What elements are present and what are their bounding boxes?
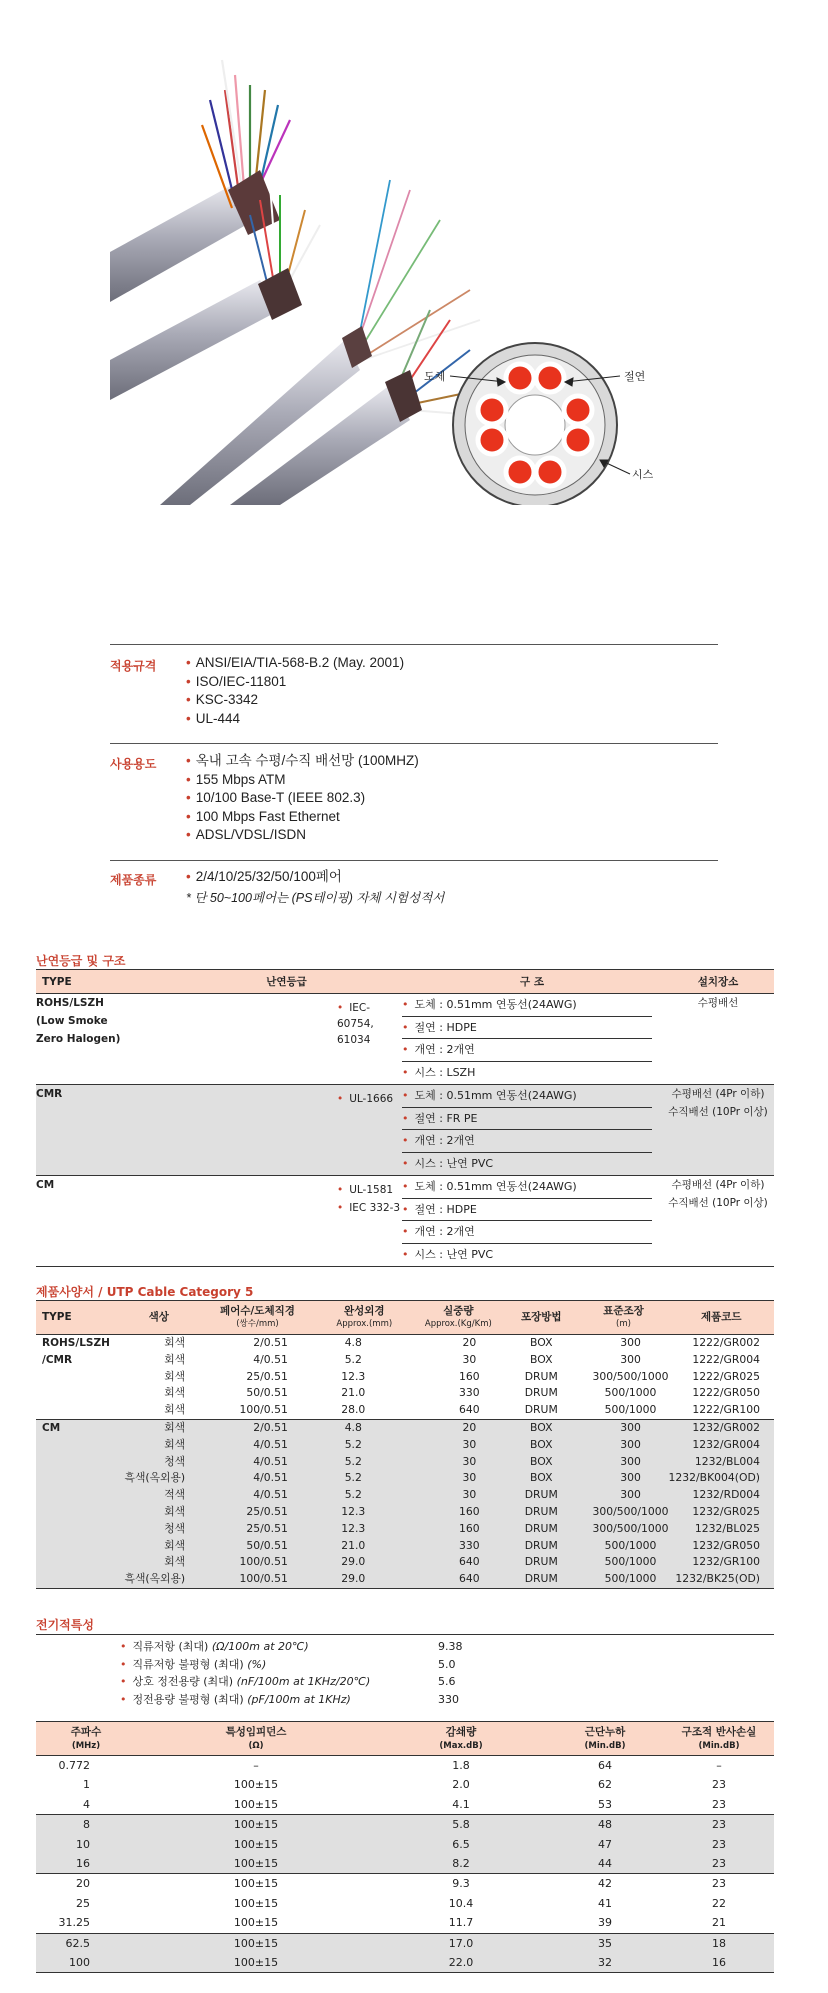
- table-cell: 300: [620, 1336, 641, 1349]
- table-cell: 23: [664, 1815, 774, 1835]
- table-cell: BOX: [504, 1470, 579, 1487]
- col-header: 제품코드: [669, 1301, 775, 1335]
- table-cell: 0.772: [58, 1759, 90, 1772]
- table-row: [36, 1933, 774, 1953]
- table-cell: 300/500/1000: [579, 1521, 669, 1538]
- table-row: [36, 1874, 774, 1894]
- table-cell: 330: [413, 1538, 504, 1555]
- table-cell: 100±15: [136, 1874, 376, 1894]
- cable-illustration: [110, 20, 700, 505]
- table-cell: 2/0.51: [253, 1336, 288, 1349]
- table-cell: 100/0.51: [199, 1554, 316, 1571]
- table-row: [36, 1913, 774, 1933]
- table-row: [36, 1085, 774, 1176]
- table-cell: DRUM: [524, 1403, 558, 1417]
- table-cell: 회색: [164, 1336, 186, 1349]
- table-cell: 100±15: [233, 1916, 279, 1930]
- table-cell: 44: [546, 1854, 664, 1874]
- structure-cell: • 도체 : 0.51mm 연동선(24AWG) • 절연 : HDPE • 개연 : 2개연 • 시스 : LSZH: [402, 994, 662, 1085]
- grade-cell: • IEC-60754, 61034: [337, 1002, 374, 1046]
- cross-section: [450, 343, 630, 505]
- col-header: 근단누하 (Min.dB): [546, 1722, 664, 1756]
- table-cell: DRUM: [504, 1487, 579, 1504]
- electrical-value: 5.6: [438, 1675, 456, 1688]
- table-cell: 29.0: [316, 1571, 413, 1588]
- table-cell: 300: [579, 1419, 669, 1436]
- table-cell: /CMR: [42, 1353, 73, 1366]
- table-cell: 4/0.51: [199, 1487, 316, 1504]
- table-cell: 100: [36, 1953, 136, 1973]
- table-row: [36, 1795, 774, 1815]
- table-cell: 160: [459, 1369, 480, 1383]
- place-cell: 수평배선 (4Pr 이하) 수직배선 (10Pr 이상): [668, 1088, 768, 1118]
- table-cell: [36, 1521, 118, 1538]
- table-row: [36, 1437, 774, 1454]
- table-row: [36, 1352, 774, 1369]
- table-cell: 500/1000: [579, 1571, 669, 1588]
- table-cell: 25: [76, 1896, 90, 1910]
- table-cell: 25/0.51: [199, 1504, 316, 1521]
- table-cell: 1232/GR050: [669, 1538, 775, 1555]
- spec-label: 사용용도: [110, 757, 157, 771]
- table-cell: 300: [579, 1454, 669, 1471]
- table-cell: 적색: [118, 1487, 199, 1504]
- table-cell: 21.0: [316, 1538, 413, 1555]
- table-cell: 청색: [118, 1454, 199, 1471]
- table-cell: BOX: [530, 1336, 553, 1349]
- table-cell: BOX: [504, 1419, 579, 1436]
- col-header: 난연등급: [171, 970, 402, 994]
- col-header: 페어수/도체직경 (쌍수/mm): [199, 1301, 316, 1335]
- table-cell: [36, 1571, 118, 1588]
- table-cell: 20: [413, 1419, 504, 1436]
- table-cell: 회색: [118, 1504, 199, 1521]
- col-header: 색상: [118, 1301, 199, 1335]
- spec-list: [186, 752, 419, 845]
- table-cell: 5.2: [316, 1454, 413, 1471]
- table-cell: 29.0: [316, 1554, 413, 1571]
- table-cell: [36, 1369, 118, 1386]
- table-cell: 64: [598, 1759, 612, 1772]
- table-cell: 23: [712, 1778, 726, 1792]
- table-cell: 53: [598, 1797, 612, 1811]
- electrical-value: 9.38: [438, 1640, 463, 1653]
- grade-cell: • UL-1666: [337, 1093, 394, 1105]
- structure-cell: • 도체 : 0.51mm 연동선(24AWG) • 절연 : HDPE • 개연 : 2개연 • 시스 : 난연 PVC: [402, 1176, 662, 1267]
- table-cell: 11.7: [448, 1916, 474, 1930]
- type-cell: CMR: [36, 1088, 63, 1100]
- table-cell: 30: [413, 1470, 504, 1487]
- table-cell: 640: [413, 1571, 504, 1588]
- table-cell: BOX: [504, 1454, 579, 1471]
- table-cell: 1232/GR004: [669, 1437, 775, 1454]
- spec-usage: [110, 752, 718, 852]
- table-cell: 48: [546, 1815, 664, 1835]
- col-header: 완성외경 Approx.(mm): [316, 1301, 413, 1335]
- table-cell: 12.3: [316, 1504, 413, 1521]
- table-cell: 640: [459, 1403, 480, 1417]
- table-cell: 100±15: [136, 1815, 376, 1835]
- table-cell: 1222/GR025: [692, 1369, 760, 1383]
- table-cell: 39: [598, 1916, 612, 1930]
- table-cell: 25/0.51: [199, 1521, 316, 1538]
- table-cell: 21.0: [341, 1386, 366, 1400]
- spec-item: • 옥내 고속 수평/수직 배선망 (100MHZ): [186, 753, 419, 768]
- table-cell: 회색: [164, 1386, 186, 1400]
- table-cell: 9.3: [376, 1874, 546, 1894]
- table-cell: [36, 1554, 118, 1571]
- col-header: 감쇄량 (Max.dB): [376, 1722, 546, 1756]
- col-header: 설치장소: [662, 970, 774, 994]
- table-cell: 5.8: [376, 1815, 546, 1835]
- table-row: [36, 1521, 774, 1538]
- col-header: 실중량 Approx.(Kg/Km): [413, 1301, 504, 1335]
- col-header: 표준조장 (m): [579, 1301, 669, 1335]
- table-cell: 1232/GR100: [669, 1554, 775, 1571]
- table-cell: 30: [462, 1352, 477, 1366]
- table-cell: 1: [83, 1778, 90, 1792]
- table-cell: 4/0.51: [199, 1454, 316, 1471]
- table-cell: 300: [579, 1437, 669, 1454]
- table-cell: 흑색(옥외용): [118, 1470, 199, 1487]
- table-cell: 500/1000: [604, 1403, 657, 1417]
- electrical-item: • 직류저항 (최대) (Ω/100m at 20℃) 9.38: [120, 1638, 520, 1656]
- table-row: [36, 1454, 774, 1471]
- table-cell: [36, 1487, 118, 1504]
- type-cell: CM: [36, 1179, 55, 1191]
- table-cell: 500/1000: [579, 1538, 669, 1555]
- table-cell: 22.0: [376, 1953, 546, 1973]
- table-cell: –: [253, 1759, 259, 1772]
- spec-item: • ADSL/VDSL/ISDN: [186, 827, 307, 842]
- conductor-label: 도체: [424, 370, 446, 383]
- table-cell: 4: [83, 1797, 90, 1811]
- table-cell: 10: [36, 1835, 136, 1854]
- table-cell: 청색: [118, 1521, 199, 1538]
- col-header: TYPE: [36, 970, 171, 994]
- col-header: 구조적 반사손실 (Min.dB): [664, 1722, 774, 1756]
- table-cell: 100±15: [233, 1797, 279, 1811]
- electrical-item: • 정전용량 불평형 (최대) (pF/100m at 1KHz) 330: [120, 1691, 520, 1709]
- frequency-table: [36, 1721, 774, 1973]
- table-row: [36, 1176, 774, 1267]
- table-cell: 100±15: [233, 1896, 279, 1910]
- flame-structure-table: [36, 969, 774, 1267]
- table-cell: 4.8: [316, 1419, 413, 1436]
- table-row: [36, 1571, 774, 1588]
- table-cell: 100±15: [233, 1778, 279, 1792]
- table-cell: 16: [36, 1854, 136, 1874]
- table-cell: 23: [664, 1854, 774, 1874]
- table-row: [36, 1835, 774, 1854]
- table-cell: 300: [620, 1352, 641, 1366]
- table-cell: 62: [598, 1778, 612, 1792]
- table-row: [36, 1894, 774, 1913]
- divider: [110, 743, 718, 744]
- table-cell: 21: [712, 1916, 726, 1930]
- electrical-item: • 직류저항 불평형 (최대) (%) 5.0: [120, 1656, 520, 1674]
- table-cell: 1222/GR004: [692, 1352, 760, 1366]
- table-cell: 5.2: [316, 1487, 413, 1504]
- col-header: TYPE: [36, 1301, 118, 1335]
- table-cell: 4/0.51: [199, 1470, 316, 1487]
- table-cell: 4.1: [452, 1797, 470, 1811]
- spec-products: [110, 868, 718, 918]
- table-cell: 4/0.51: [199, 1437, 316, 1454]
- table-cell: 640: [413, 1554, 504, 1571]
- table-row: [36, 1815, 774, 1835]
- table-cell: 47: [546, 1835, 664, 1854]
- table-cell: 2/0.51: [199, 1419, 316, 1436]
- place-cell: 수평배선: [697, 997, 739, 1009]
- table-cell: 1222/GR050: [692, 1386, 760, 1400]
- table-cell: 20: [462, 1336, 477, 1349]
- table-cell: 회색: [118, 1437, 199, 1454]
- table-cell: 22: [712, 1896, 726, 1910]
- table-cell: 8.2: [376, 1854, 546, 1874]
- table-cell: 300: [579, 1487, 669, 1504]
- table-cell: 회색: [164, 1369, 186, 1383]
- table-cell: 23: [664, 1835, 774, 1854]
- table-cell: 100±15: [136, 1933, 376, 1953]
- table-row: [36, 1487, 774, 1504]
- table-cell: DRUM: [504, 1521, 579, 1538]
- table-cell: 10.4: [448, 1896, 474, 1910]
- table-row: [36, 1385, 774, 1402]
- table-cell: 1232/GR002: [669, 1419, 775, 1436]
- table-row: [36, 994, 774, 1085]
- spec-label: 제품종류: [110, 873, 157, 887]
- table-cell: 17.0: [376, 1933, 546, 1953]
- table-cell: 회색: [118, 1538, 199, 1555]
- electrical-value: 330: [438, 1692, 459, 1706]
- table-cell: 300/500/1000: [579, 1504, 669, 1521]
- table-row: [36, 1504, 774, 1521]
- table-cell: 회색: [164, 1403, 186, 1417]
- table-cell: 30: [413, 1487, 504, 1504]
- table-cell: 1222/GR100: [692, 1403, 760, 1417]
- spec-item: • KSC-3342: [186, 692, 259, 707]
- table-cell: [36, 1470, 118, 1487]
- section-title-flame: 난연등급 및 구조: [36, 954, 126, 968]
- section-title-spec: 제품사양서 / UTP Cable Category 5: [36, 1285, 254, 1299]
- spec-list: [186, 868, 444, 907]
- table-cell: 100±15: [136, 1854, 376, 1874]
- table-cell: 300: [579, 1470, 669, 1487]
- table-row: [36, 1756, 774, 1776]
- table-cell: 1232/GR025: [669, 1504, 775, 1521]
- grade-cell: • UL-1581 • IEC 332-3: [337, 1184, 401, 1214]
- section-title-electrical: 전기적특성: [36, 1618, 94, 1632]
- table-cell: 18: [664, 1933, 774, 1953]
- table-cell: 300/500/1000: [592, 1369, 669, 1383]
- table-row: [36, 1538, 774, 1555]
- spec-item: • 10/100 Base-T (IEEE 802.3): [186, 790, 366, 805]
- table-cell: 23: [664, 1874, 774, 1894]
- sheath-label: 시스: [632, 468, 654, 481]
- table-row: [36, 1953, 774, 1973]
- table-cell: 4/0.51: [253, 1352, 288, 1366]
- structure-cell: • 도체 : 0.51mm 연동선(24AWG) • 절연 : FR PE • 개연 : 2개연 • 시스 : 난연 PVC: [402, 1085, 662, 1176]
- spec-label: 적용규격: [110, 659, 157, 673]
- place-cell: 수평배선 (4Pr 이하) 수직배선 (10Pr 이상): [668, 1179, 768, 1209]
- table-cell: DRUM: [524, 1386, 558, 1400]
- table-cell: 1232/BL004: [669, 1454, 775, 1471]
- table-cell: 회색: [118, 1419, 199, 1436]
- table-cell: 100±15: [136, 1953, 376, 1973]
- table-cell: BOX: [530, 1352, 553, 1366]
- table-cell: DRUM: [504, 1554, 579, 1571]
- table-cell: 20: [36, 1874, 136, 1894]
- table-cell: [36, 1538, 118, 1555]
- table-cell: 500/1000: [579, 1554, 669, 1571]
- table-cell: 12.3: [316, 1521, 413, 1538]
- table-cell: 1222/GR002: [692, 1336, 760, 1349]
- spec-list: [186, 654, 404, 728]
- table-cell: 4.8: [344, 1336, 362, 1349]
- table-cell: 2.0: [452, 1778, 470, 1792]
- table-cell: 5.2: [316, 1437, 413, 1454]
- table-cell: [36, 1385, 118, 1402]
- table-cell: 330: [459, 1386, 480, 1400]
- table-cell: 100/0.51: [199, 1571, 316, 1588]
- table-cell: [36, 1504, 118, 1521]
- table-cell: 25/0.51: [246, 1369, 288, 1383]
- spec-item: • 2/4/10/25/32/50/100페어: [186, 869, 342, 884]
- table-cell: 6.5: [376, 1835, 546, 1854]
- divider: [110, 644, 718, 645]
- table-cell: 500/1000: [604, 1386, 657, 1400]
- table-cell: DRUM: [504, 1504, 579, 1521]
- table-cell: 32: [546, 1953, 664, 1973]
- table-cell: 31.25: [58, 1916, 90, 1930]
- table-row: [36, 1402, 774, 1419]
- table-cell: DRUM: [524, 1369, 558, 1383]
- table-cell: 1232/BK004(OD): [669, 1470, 775, 1487]
- table-cell: 100±15: [136, 1835, 376, 1854]
- divider: [36, 1634, 774, 1635]
- table-cell: –: [716, 1759, 722, 1772]
- table-cell: 28.0: [341, 1403, 366, 1417]
- col-header: 특성임피던스 (Ω): [136, 1722, 376, 1756]
- spec-item: • ANSI/EIA/TIA-568-B.2 (May. 2001): [186, 655, 405, 670]
- table-cell: BOX: [504, 1437, 579, 1454]
- col-header: 구 조: [402, 970, 662, 994]
- table-cell: 회색: [118, 1554, 199, 1571]
- table-cell: 1232/BL025: [669, 1521, 775, 1538]
- electrical-item: • 상호 정전용량 (최대) (nF/100m at 1KHz/20℃) 5.6: [120, 1673, 520, 1691]
- table-row: [36, 1775, 774, 1794]
- table-row: [36, 1369, 774, 1386]
- spec-standards: [110, 654, 718, 734]
- table-cell: 1232/RD004: [669, 1487, 775, 1504]
- table-cell: [36, 1454, 118, 1471]
- table-cell: DRUM: [504, 1538, 579, 1555]
- product-spec-table: [36, 1300, 774, 1589]
- electrical-list: [120, 1638, 520, 1708]
- table-cell: 5.2: [344, 1352, 362, 1366]
- table-cell: 35: [546, 1933, 664, 1953]
- electrical-value: 5.0: [438, 1657, 456, 1671]
- table-row: [36, 1335, 774, 1352]
- table-cell: [36, 1402, 118, 1419]
- table-cell: 100/0.51: [239, 1403, 288, 1417]
- divider: [110, 860, 718, 861]
- col-header: 주파수 (MHz): [36, 1722, 136, 1756]
- table-cell: DRUM: [504, 1571, 579, 1588]
- table-cell: CM: [36, 1419, 118, 1436]
- table-cell: 5.2: [316, 1470, 413, 1487]
- table-row: [36, 1854, 774, 1874]
- table-row: [36, 1470, 774, 1487]
- col-header: 포장방법: [504, 1301, 579, 1335]
- table-cell: 160: [413, 1521, 504, 1538]
- spec-item: • 155 Mbps ATM: [186, 771, 286, 787]
- spec-item: • 100 Mbps Fast Ethernet: [186, 808, 340, 824]
- spec-item: • ISO/IEC-11801: [186, 673, 287, 689]
- table-cell: 12.3: [341, 1369, 366, 1383]
- table-cell: 41: [598, 1896, 612, 1910]
- table-cell: 62.5: [36, 1933, 136, 1953]
- table-cell: 30: [413, 1437, 504, 1454]
- table-cell: 42: [546, 1874, 664, 1894]
- table-cell: 1.8: [452, 1759, 470, 1772]
- table-cell: 1232/BK25(OD): [669, 1571, 775, 1588]
- table-cell: 흑색(옥외용): [118, 1571, 199, 1588]
- table-cell: [36, 1437, 118, 1454]
- type-cell: ROHS/LSZH (Low Smoke Zero Halogen): [36, 997, 121, 1045]
- table-cell: 16: [664, 1953, 774, 1973]
- table-cell: 23: [712, 1797, 726, 1811]
- table-cell: 160: [413, 1504, 504, 1521]
- table-cell: 8: [36, 1815, 136, 1835]
- spec-item: • UL-444: [186, 710, 241, 726]
- insulation-label: 절연: [624, 370, 646, 383]
- table-cell: ROHS/LSZH: [42, 1337, 110, 1349]
- spec-note: * 단 50~100페어는 (PS테이핑) 자체 시험성적서: [186, 890, 445, 905]
- table-row: [36, 1554, 774, 1571]
- table-row: [36, 1419, 774, 1436]
- table-cell: 30: [413, 1454, 504, 1471]
- table-cell: 회색: [164, 1352, 186, 1366]
- table-cell: 50/0.51: [199, 1538, 316, 1555]
- table-cell: 50/0.51: [246, 1386, 288, 1400]
